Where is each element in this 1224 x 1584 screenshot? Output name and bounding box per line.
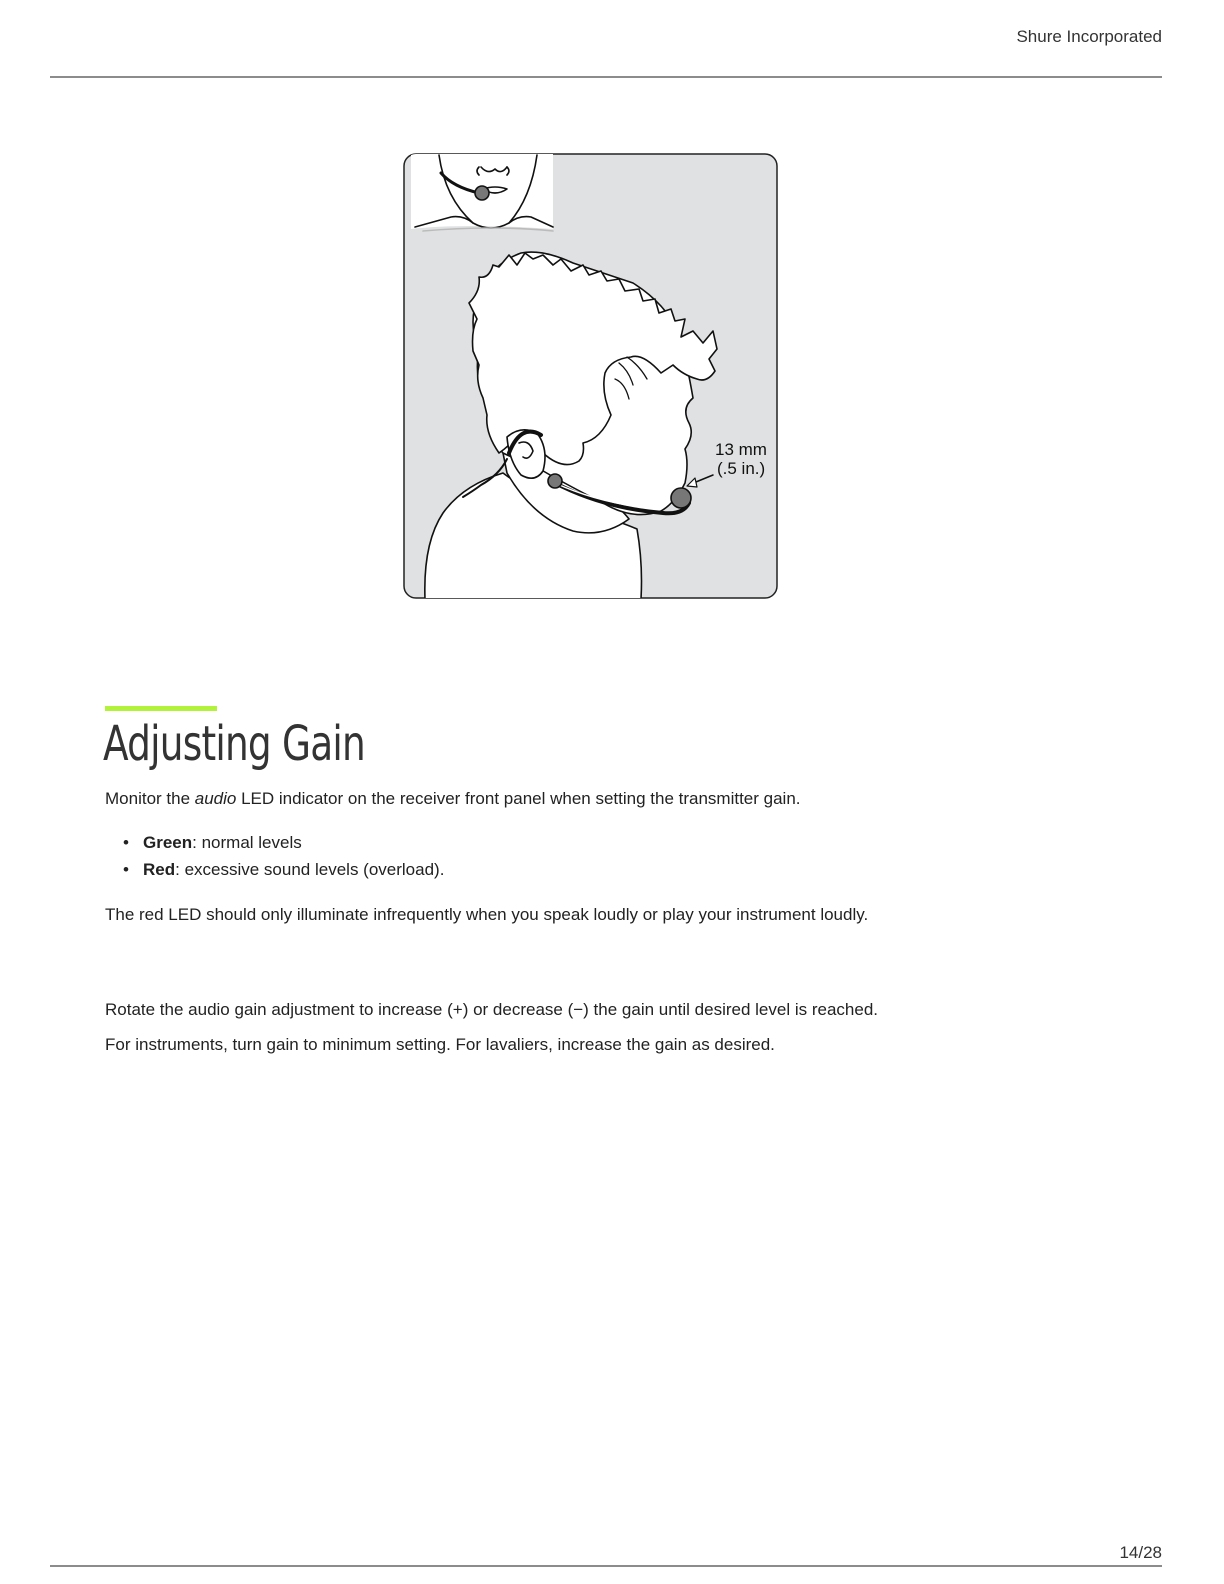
intro-emphasis: audio xyxy=(194,789,237,808)
headset-placement-figure xyxy=(403,153,778,599)
section-title: Adjusting Gain xyxy=(103,716,366,772)
list-item-label: Red xyxy=(143,860,176,879)
list-item-label: Green xyxy=(143,833,193,852)
intro-paragraph xyxy=(105,789,801,809)
mic-capsule xyxy=(671,488,691,508)
footer-divider xyxy=(50,1565,1162,1567)
intro-text-before: Monitor the xyxy=(105,789,195,808)
list-item-text: : normal levels xyxy=(192,833,302,852)
list-item xyxy=(105,833,444,860)
list-item-text: : excessive sound levels (overload). xyxy=(175,860,445,879)
measure-in-label: (.5 in.) xyxy=(717,459,766,478)
page-number: 14/28 xyxy=(1119,1543,1162,1562)
list-item xyxy=(105,860,444,887)
intro-text-after: LED indicator on the receiver front panel when setting the transmitter gain. xyxy=(236,789,801,808)
header-divider xyxy=(50,76,1162,78)
section-accent-bar xyxy=(105,706,217,711)
measure-mm-label: 13 mm xyxy=(715,440,767,459)
note-paragraph: The red LED should only illuminate infrequently when you speak loudly or play your instrument loudly. xyxy=(105,905,869,924)
led-status-list xyxy=(105,833,444,887)
instruction-paragraph: Rotate the audio gain adjustment to increase (+) or decrease (−) the gain until desired level is reached. xyxy=(105,1000,879,1019)
header-company: Shure Incorporated xyxy=(1016,27,1162,46)
instruction-extra-paragraph: For instruments, turn gain to minimum setting. For lavaliers, increase the gain as desired. xyxy=(105,1035,775,1054)
front-view-inset xyxy=(411,153,553,231)
